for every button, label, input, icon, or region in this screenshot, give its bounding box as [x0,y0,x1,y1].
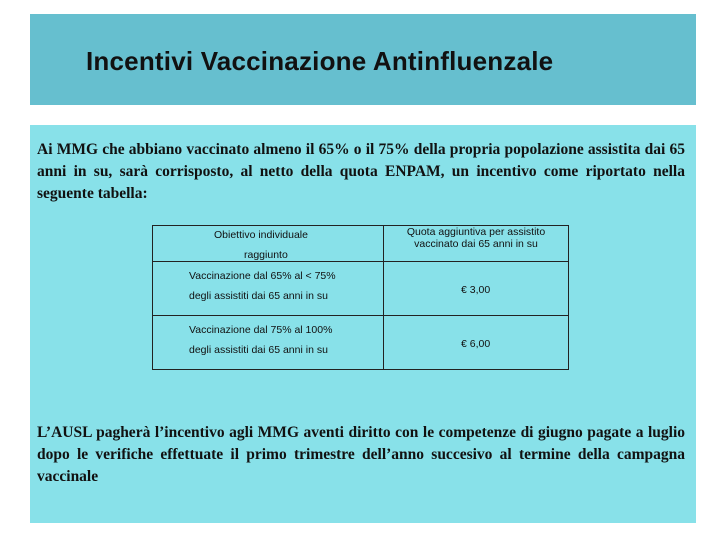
header-cell-quota [384,226,569,262]
row-objective-line1: Vaccinazione dal 65% al < 75% [189,270,336,282]
header-quota-text: Quota aggiuntiva per assistito vaccinato dai 65 anni in su [406,226,546,250]
row-objective-line2: degli assistiti dai 65 anni in su [189,290,328,302]
header-cell-objective [153,226,384,262]
row-objective-cell [153,316,384,370]
row-objective-cell [153,262,384,316]
row-value: € 3,00 [461,284,491,296]
intro-paragraph: Ai MMG che abbiano vaccinato almeno il 65% o il 75% della propria popolazione assistita dai 65 anni in su, sarà corrisposto, al netto della quota ENPAM, un incentivo come riportato nella seguente tabella: [37,141,685,202]
table-header-row [153,226,569,262]
row-value-cell [384,262,569,316]
row-value: € 6,00 [461,338,491,350]
row-objective-line1: Vaccinazione dal 75% al 100% [189,324,333,336]
header-objective-line1: Obiettivo individuale [214,229,308,241]
closing-paragraph: L’AUSL pagherà l’incentivo agli MMG aventi diritto con le competenze di giugno pagate a luglio dopo le verifiche effettuate il primo trimestre dell’anno succesivo al termine della campagna vaccinale [37,424,685,485]
content-panel [30,125,696,523]
incentive-table [152,225,569,370]
title-banner [30,14,696,105]
table-row [153,316,569,370]
row-value-cell [384,316,569,370]
header-objective-line2: raggiunto [244,249,288,261]
slide-title: Incentivi Vaccinazione Antinfluenzale [86,46,554,76]
row-objective-line2: degli assistiti dai 65 anni in su [189,344,328,356]
table-row [153,262,569,316]
